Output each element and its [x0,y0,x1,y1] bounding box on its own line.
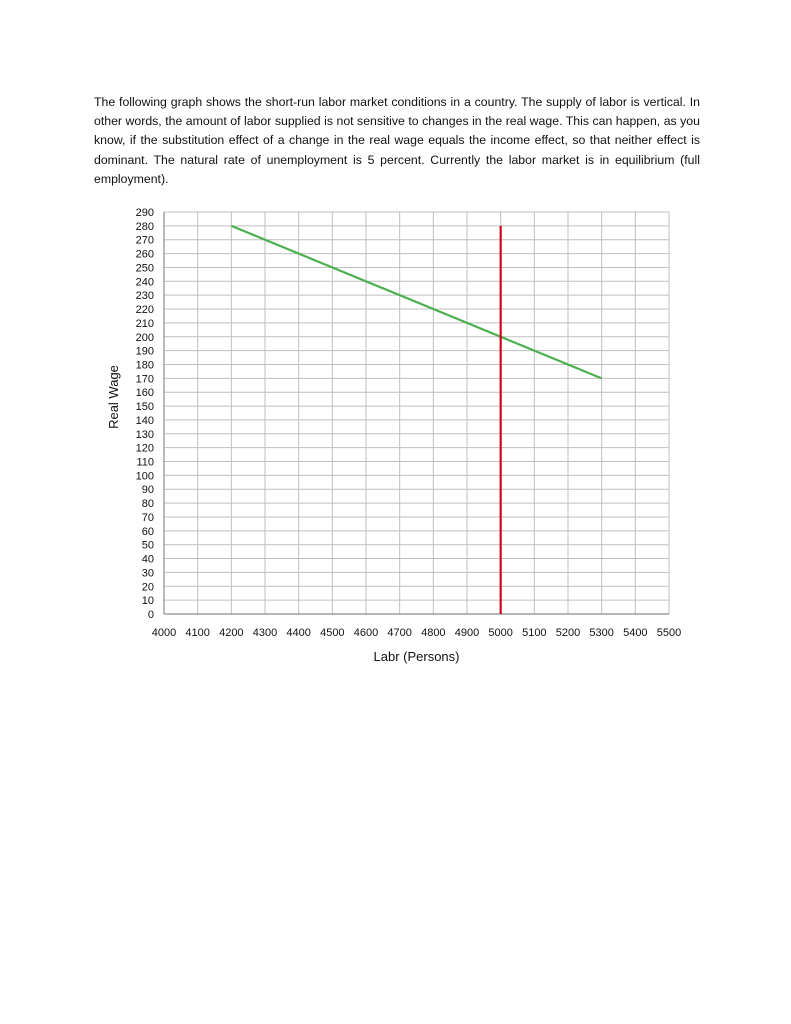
y-axis-title: Real Wage [106,365,121,429]
y-tick-label: 230 [135,290,154,303]
y-tick-label: 120 [135,442,154,455]
labor-demand-line [231,226,601,378]
x-tick-label: 4900 [454,627,480,639]
x-tick-label: 4400 [286,627,311,639]
y-tick-label: 100 [135,470,154,483]
y-tick-label: 70 [141,511,154,524]
y-tick-label: 140 [135,414,154,427]
y-tick-label: 190 [135,345,154,358]
x-tick-label: 4600 [353,627,379,639]
x-tick-label: 4100 [185,627,210,639]
y-tick-label: 150 [135,401,154,414]
y-tick-label: 40 [141,553,154,566]
y-tick-label: 0 [147,609,154,621]
x-tick-label: 5400 [623,627,648,639]
x-tick-label: 5000 [488,627,513,639]
y-tick-label: 90 [141,484,154,497]
chart-grid [164,212,669,614]
y-tick-label: 10 [141,595,154,608]
y-tick-label: 260 [135,248,154,261]
y-tick-label: 210 [135,317,154,330]
x-tick-label: 5300 [589,627,614,639]
y-tick-label: 50 [141,539,154,552]
y-tick-label: 200 [135,331,154,344]
y-tick-label: 280 [135,220,154,233]
y-tick-label: 20 [141,581,154,594]
x-tick-label: 5500 [656,627,682,639]
x-axis-title: Labr (Persons) [373,649,460,664]
y-tick-label: 160 [135,387,154,400]
y-tick-label: 290 [135,207,154,219]
y-tick-label: 130 [135,428,154,441]
y-tick-label: 180 [135,359,154,372]
x-tick-label: 5200 [555,627,581,639]
x-tick-label: 4700 [387,627,412,639]
y-tick-label: 60 [141,525,154,538]
x-tick-label: 5100 [522,627,547,639]
x-tick-label: 4300 [252,627,278,639]
x-axis-ticks [152,627,681,639]
y-tick-label: 30 [141,567,154,580]
x-tick-label: 4800 [421,627,446,639]
x-tick-label: 4000 [151,627,177,639]
intro-paragraph: The following graph shows the short-run labor market conditions in a country. The supply of labor is vertical. In other words, the amount of labor supplied is not sensitive to changes in the real wage. This can happen, as you know, if the substitution effect of a change in the real wage equals the income effect, so that neither effect is dominant. The natural rate of unemployment is 5 percent. Currently the labor market is in equilibrium (full employment). [94,95,700,186]
y-tick-label: 170 [135,373,154,386]
x-tick-label: 4200 [219,627,244,639]
y-tick-label: 110 [136,456,154,469]
y-tick-label: 270 [135,234,154,247]
y-tick-label: 240 [135,276,154,289]
x-tick-label: 4500 [320,627,345,639]
y-tick-label: 220 [135,304,154,317]
y-axis-ticks [136,207,154,621]
y-tick-label: 250 [135,262,154,275]
y-tick-label: 80 [141,498,154,511]
